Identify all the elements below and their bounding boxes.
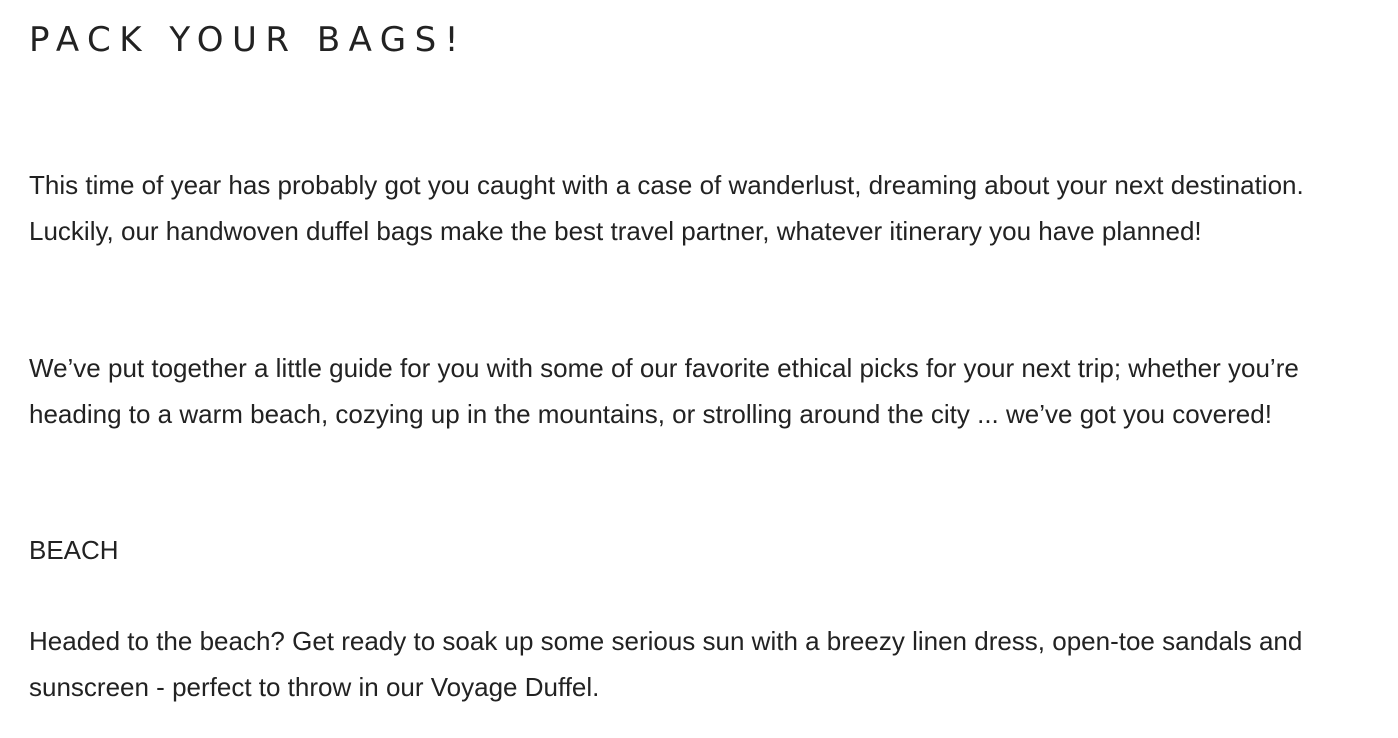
guide-paragraph: We’ve put together a little guide for you with some of our favorite ethical picks for your next trip; whether you’re heading to a warm beach, cozying up in the mountains, or strolling around the city ... we’ve got you covered! <box>29 353 1299 429</box>
section-heading-beach: BEACH <box>29 535 119 565</box>
page-title: PACK YOUR BAGS! <box>29 20 467 60</box>
intro-paragraph: This time of year has probably got you caught with a case of wanderlust, dreaming about your next destination. Luckily, our handwoven duffel bags make the best travel partner, whatever itinerary you have planned! <box>29 170 1304 246</box>
beach-paragraph: Headed to the beach? Get ready to soak up some serious sun with a breezy linen dress, open-toe sandals and sunscreen - perfect to throw in our Voyage Duffel. <box>29 626 1303 702</box>
